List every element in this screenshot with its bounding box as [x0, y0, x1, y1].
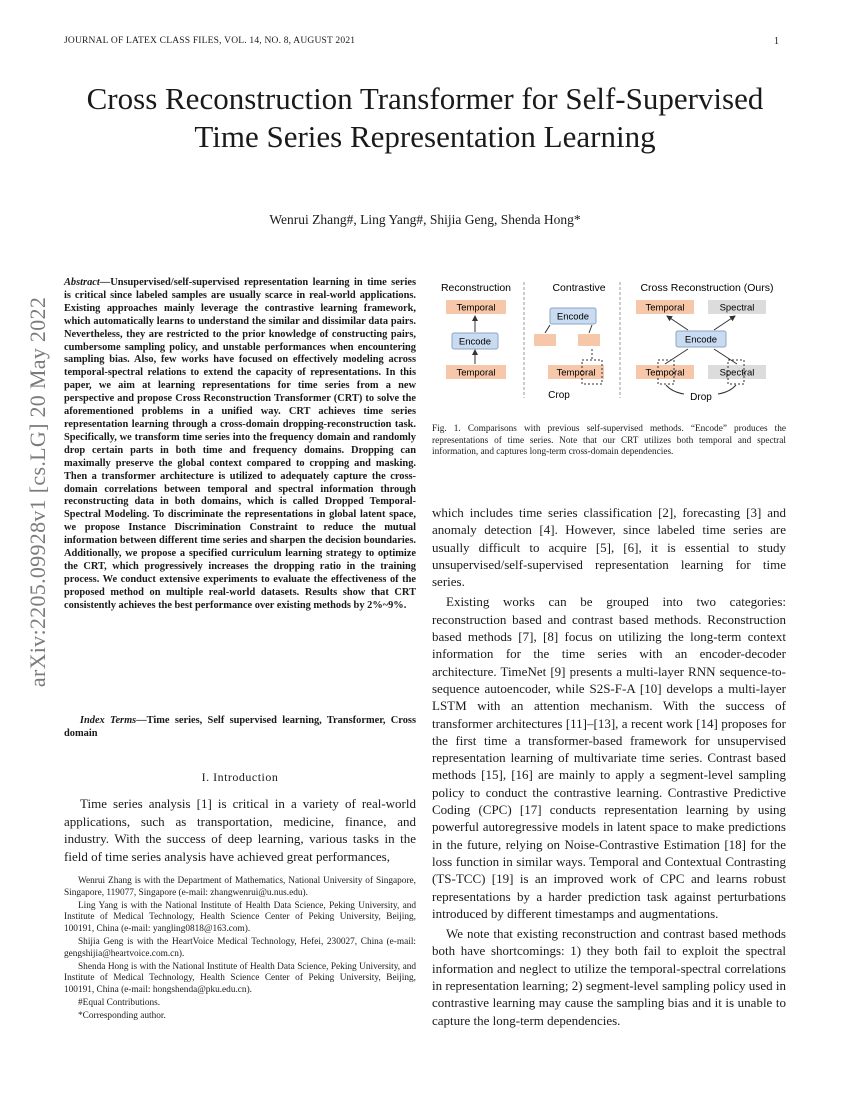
figure-caption: Fig. 1. Comparisons with previous self-supervised methods. “Encode” produces the representations of time series. Note that our CRT utilizes both temporal and spectral information, and captures long-term cross-domain dependencies. [432, 424, 786, 458]
abstract [64, 277, 416, 613]
footnote: Ling Yang is with the National Institute of Health Data Science, Peking University, and Institute of Medical Technology, Health Science Center of Peking University, Beijing, 100191, China (e-mail: yangling0818@163.com). [64, 900, 416, 934]
contrastive-view [534, 334, 556, 346]
drop-curve [666, 385, 684, 394]
abstract-text: —Unsupervised/self-supervised representation learning in time series is critical since labeled samples are usually scarce in real-world applications. Existing approaches mainly leverage the contrastive learning framework, which automatically learns to understand the similar and dissimilar data pairs. Nevertheless, they are restricted to the prior knowledge of constructing pairs, cumbersome sampling policy, and unstable performances when encountering sampling bias. Also, few works have focused on effectively modeling across temporal-spectral relations to extend the capacity of representations. In this paper, we aim at learning representations for time series from a new perspective and propose Cross Reconstruction Transformer (CRT) to solve the aforementioned problems in a unified way. CRT achieves time series representation learning through a cross-domain dropping-reconstruction task. Specifically, we transform time series into the frequency domain and randomly drop certain parts in both time and frequency domains. Dropping can maximally preserve the global context compared to cropping and masking. Then a transformer architecture is utilized to adequately capture the cross-domain correlations between temporal and spectral information through reconstructing data in both domains, which is called Dropped Temporal-Spectral Modeling. To discriminate the representations in global latent space, we propose Instance Discrimination Constraint to reduce the mutual information between different time series and sharpen the decision boundaries. Additionally, we propose a specified curriculum learning strategy to optimize the CRT, which progressively increases the dropping ratio in the training process. We conduct extensive experiments to evaluate the effectiveness of the proposed method on multiple real-world datasets. Results show that CRT consistently achieves the best performance over existing methods by 2%~9%. [64, 277, 416, 611]
temporal-label: Temporal [456, 367, 496, 379]
figure-1 [432, 278, 786, 410]
figure-1-diagram [432, 278, 786, 410]
abstract-label: Abstract [64, 277, 100, 288]
drop-curve [718, 385, 736, 394]
intro-paragraph: Time series analysis [1] is critical in a variety of real-world applications, such as transportation, medicine, finance, and industry. With the success of deep learning, various tasks in the field of time series analysis have achieved great performances, [64, 796, 416, 864]
body-paragraph: We note that existing reconstruction and contrast based methods both have shortcomings: 1) they both fail to exploit the spectral information and neglect to utilize the temporal-spectral correlations in representation learning; 2) segment-level sampling policy used in contrastive learning may cause the sampling bias and it is unable to capture the long-term dependencies. [432, 926, 786, 1028]
arrow [667, 316, 688, 330]
temporal-label: Temporal [556, 367, 596, 379]
temporal-label: Temporal [645, 367, 685, 379]
footnote: Shijia Geng is with the HeartVoice Medical Technology, Hefei, 230027, China (e-mail: gengshijia@heartvoice.com.cn). [64, 936, 416, 959]
arrow [589, 325, 592, 333]
footnote: Shenda Hong is with the National Institute of Health Data Science, Peking University, and Institute of Medical Technology, Health Science Center of Peking University, Beijing, 100191, China (e-mail: hongshenda@pku.edu.cn). [64, 961, 416, 995]
arxiv-id: arXiv:2205.09928v1 [cs.LG] 20 May 2022 [25, 296, 50, 688]
right-column-text [432, 504, 786, 1032]
body-paragraph: Existing works can be grouped into two categories: reconstruction based and contrast based methods. Reconstruction based methods [7], [8] focus on utilizing the long-term context information for the time series with an encoder-decoder architecture. TimeNet [9] presents a multi-layer RNN sequence-to-sequence autoencoder, while S2S-F-A [10] develops a multi-layer LSTM with an attention mechanism. With the success of transformer architectures [11]–[13], a recent work [14] proposes for the first time a transformer-based framework for unsupervised representation learning of multivariate time series. Contrast based methods [15], [16] are mainly to apply a segment-level sampling policy to conduct the contrastive learning. Contrastive Predictive Coding (CPC) [17] conducts representation learning by using powerful autoregressive models in latent space to make predictions in the future, relying on Noise-Contrastive Estimation [18] for the loss function in similar ways. Temporal and Contextual Contrasting (TS-TCC) [19] is an improved work of CPC and learns robust representations by a harder prediction task against perturbations introduced by different timestamps and augmentations. [432, 594, 786, 921]
temporal-label: Temporal [456, 302, 496, 314]
arrow [714, 349, 737, 364]
index-terms-text: —Time series, Self supervised learning, Transformer, Cross domain [64, 715, 416, 739]
footnote: Wenrui Zhang is with the Department of Mathematics, National University of Singapore, Singapore, 119077, Singapore (e-mail: zhangwenrui@u.nus.edu). [64, 876, 416, 898]
running-header: JOURNAL OF LATEX CLASS FILES, VOL. 14, NO. 8, AUGUST 2021 [64, 36, 356, 46]
encode-label: Encode [684, 334, 718, 346]
drop-label: Drop [690, 392, 712, 403]
encode-label: Encode [458, 336, 492, 348]
panel-title-reconstruction: Reconstruction [440, 282, 512, 294]
footnote: *Corresponding author. [78, 1011, 166, 1022]
crop-label: Crop [548, 390, 570, 401]
contrastive-view [578, 334, 600, 346]
section-heading: I. Introduction [201, 770, 279, 784]
index-terms [64, 714, 416, 740]
footnote: #Equal Contributions. [78, 997, 161, 1008]
spectral-label: Spectral [719, 367, 755, 379]
arrow [665, 349, 688, 364]
spectral-label: Spectral [719, 302, 755, 314]
encode-label: Encode [556, 311, 590, 323]
arrow [714, 316, 735, 330]
panel-title-ours: Cross Reconstruction (Ours) [640, 282, 774, 294]
footnotes [64, 876, 416, 1024]
arrow [545, 325, 550, 333]
body-paragraph: which includes time series classification [2], forecasting [3] and anomaly detection [4]. However, since labeled time series are usually difficult to acquire [5], [6], it is essential to study unsupervised/self-supervised representation learning for time series. [432, 505, 786, 590]
paper-title: Cross Reconstruction Transformer for Self-Supervised Time Series Representation Learning [86, 81, 764, 154]
panel-title-contrastive: Contrastive [552, 282, 606, 294]
intro-text [64, 795, 416, 865]
temporal-label: Temporal [645, 302, 685, 314]
arxiv-stamp [26, 288, 50, 696]
author-list: Wenrui Zhang#, Ling Yang#, Shijia Geng, Shenda Hong* [269, 212, 581, 227]
page-number: 1 [774, 36, 779, 47]
index-terms-label: Index Terms [79, 715, 137, 726]
